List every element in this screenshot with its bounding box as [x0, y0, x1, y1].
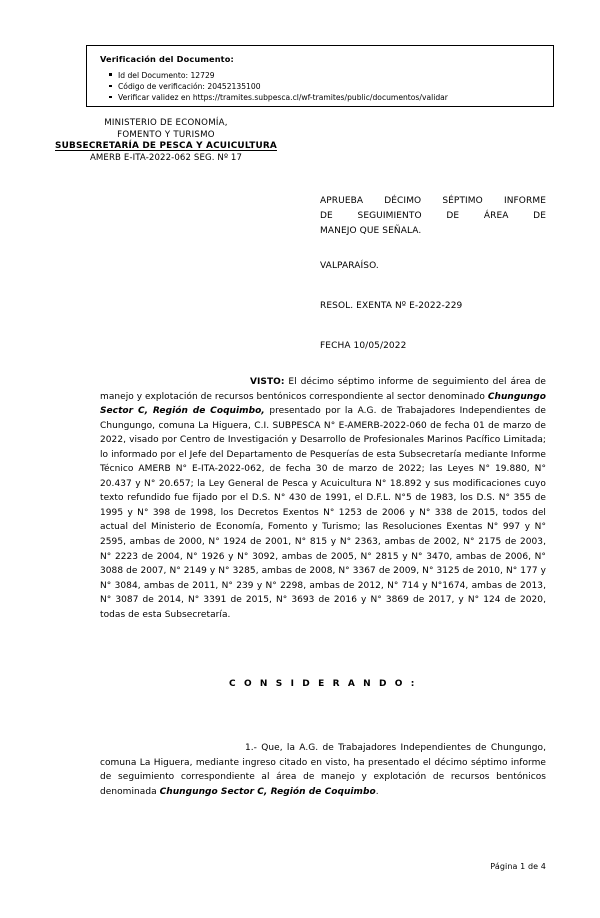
- page-footer: Página 1 de 4: [490, 862, 546, 871]
- resolution-subject-block: [320, 194, 546, 239]
- verification-title: Verificación del Documento:: [100, 54, 234, 64]
- verification-item-url: [109, 92, 553, 103]
- considerando-heading: C O N S I D E R A N D O :: [229, 679, 417, 689]
- bullet-icon: [109, 96, 112, 99]
- verification-item-text: Código de verificación: 20452135100: [118, 82, 261, 92]
- bullet-icon: [109, 73, 112, 76]
- verification-item-code: [109, 81, 553, 92]
- ministry-line-2: FOMENTO Y TURISMO: [117, 129, 215, 140]
- clause-1-text-part-1: 1.- Que, la A.G. de Trabajadores Independientes de Chungungo, comuna La Higuera, mediante ingreso citado en visto, ha presentado el décimo séptimo informe de seguimiento correspondiente al área de manejo y explotación de recursos bentónicos denominada: [100, 743, 546, 797]
- visto-label: VISTO:: [250, 377, 285, 387]
- area-name-emphasis: Chungungo Sector C, Región de Coquimbo: [159, 786, 376, 797]
- clause-1-paragraph: [100, 741, 546, 799]
- amerb-reference-line: AMERB E-ITA-2022-062 SEG. Nº 17: [89, 153, 243, 163]
- subject-line-1: APRUEBA DÉCIMO SÉPTIMO INFORME: [320, 196, 546, 206]
- verification-box: [86, 45, 554, 107]
- subject-line-2: DE SEGUIMIENTO DE ÁREA DE: [320, 211, 546, 221]
- resolution-number: RESOL. EXENTA Nº E-2022-229: [320, 301, 463, 311]
- subject-line-3: MANEJO QUE SEÑALA.: [320, 226, 422, 236]
- verification-item-document-id: [109, 70, 553, 81]
- city-line: VALPARAÍSO.: [320, 261, 379, 271]
- clause-1-text-part-2: .: [375, 786, 379, 797]
- area-name-emphasis: Chungungo Sector C, Región de Coquimbo,: [100, 391, 546, 417]
- organization-header: [42, 118, 290, 165]
- verification-item-text: Id del Documento: 12729: [118, 71, 215, 80]
- ministry-line-1: MINISTERIO DE ECONOMÍA,: [104, 118, 228, 128]
- resolution-date: FECHA 10/05/2022: [320, 341, 407, 351]
- verification-list: [87, 70, 553, 104]
- subsecretaria-line: SUBSECRETARÍA DE PESCA Y ACUICULTURA: [55, 141, 277, 151]
- verification-item-text: Verificar validez en https://tramites.subpesca.cl/wf-tramites/public/documentos/validar: [118, 93, 448, 103]
- visto-text-part-2: presentado por la A.G. de Trabajadores Independientes de Chungungo, comuna La Higuera, C.I. SUBPESCA N° E-AMERB-2022-060 de fecha 01 de marzo de 2022, visado por Centro de Investigación y Desarrollo de Profesionales Marinos Pacífico Limitada; lo informado por el Jefe del Departamento de Pesquerías de esta Subsecretaría mediante Informe Técnico AMERB N° E-ITA-2022-062, de fecha 30 de marzo de 2022; las Leyes N° 19.880, N° 20.437 y N° 20.657; la Ley General de Pesca y Acuicultura N° 18.892 y sus modificaciones cuyo texto refundido fue fijado por el D.S. N° 430 de 1991, el D.F.L. N°5 de 1983, los D.S. N° 355 de 1995 y N° 398 de 1998, los Decretos Exentos N° 1253 de 2006 y N° 338 de 2015, todos del actual del Ministerio de Economía, Fomento y Turismo; las Resoluciones Exentas N° 997 y N° 2595, ambas de 2000, N° 1924 de 2001, N° 815 y N° 2363, ambas de 2002, N° 2175 de 2003, N° 2223 de 2004, N° 1926 y N° 3092, ambas de 2005, N° 2815 y N° 3470, ambas de 2006, N° 3088 de 2007, N° 2149 y N° 3285, ambas de 2008, N° 3367 de 2009, N° 3125 de 2010, N° 177 y N° 3084, ambas de 2011, N° 239 y N° 2298, ambas de 2012, N° 714 y N°1674, ambas de 2013, N° 3087 de 2014, N° 3391 de 2015, N° 3693 de 2016 y N° 3869 de 2017, y N° 124 de 2020, todas de esta Subsecretaría.: [100, 406, 546, 620]
- bullet-icon: [109, 85, 112, 88]
- visto-paragraph: [100, 375, 546, 622]
- visto-text-part-1: El décimo séptimo informe de seguimiento del área de manejo y explotación de recursos bentónicos correspondiente al sector denominado: [100, 377, 546, 402]
